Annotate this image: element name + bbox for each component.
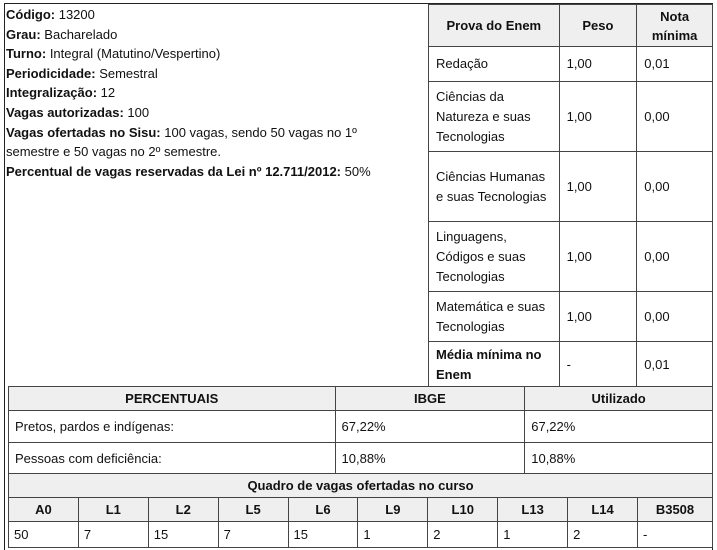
- vagas-autorizadas-line: Vagas autorizadas: 100: [6, 104, 150, 120]
- integralizacao-line: Integralização: 12: [6, 85, 116, 101]
- table-row: Pessoas com deficiência: 10,88% 10,88%: [9, 443, 713, 475]
- quadro-header: L2: [148, 498, 218, 522]
- quadro-header: L14: [568, 498, 638, 522]
- grau-line: Grau: Bacharelado: [6, 26, 118, 42]
- vagas-sisu-line: Vagas ofertadas no Sisu: 100 vagas, sendo 50 vagas no 1º: [6, 124, 357, 140]
- quadro-header: L13: [498, 498, 568, 522]
- table-row: Pretos, pardos e indígenas: 67,22% 67,22%: [9, 411, 713, 443]
- table-row: Ciências da Natureza e suas Tecnologias 1,00 0,00: [429, 82, 713, 152]
- header-ibge: IBGE: [335, 387, 525, 411]
- percentuais-table: [8, 386, 713, 475]
- header-utilizado: Utilizado: [525, 387, 713, 411]
- table-row: Redação 1,00 0,01: [429, 47, 713, 82]
- course-info: [6, 5, 424, 181]
- turno-line: Turno: Integral (Matutino/Vespertino): [6, 46, 221, 62]
- header-nota: Nota mínima: [637, 5, 713, 47]
- table-row: Média mínima no Enem - 0,01: [429, 342, 713, 389]
- header-percentuais: PERCENTUAIS: [9, 387, 336, 411]
- quadro-header: L9: [358, 498, 428, 522]
- quadro-header: A0: [9, 498, 79, 522]
- table-row: Linguagens, Códigos e suas Tecnologias 1,00 0,00: [429, 222, 713, 292]
- quadro-header: B3508: [637, 498, 712, 522]
- quadro-header: L5: [218, 498, 288, 522]
- percentual-line: Percentual de vagas reservadas da Lei nº 12.711/2012: 50%: [6, 163, 371, 179]
- header-peso: Peso: [559, 5, 637, 47]
- quadro-header: L1: [78, 498, 148, 522]
- enem-table: [428, 4, 713, 389]
- table-row: Matemática e suas Tecnologias 1,00 0,00: [429, 292, 713, 342]
- quadro-vagas-table: [8, 473, 713, 548]
- table-row: 50 7 15 7 15 1 2 1 2 -: [9, 522, 713, 548]
- header-prova: Prova do Enem: [429, 5, 560, 47]
- vagas-sisu-line-2: semestre e 50 vagas no 2º semestre.: [6, 144, 222, 160]
- quadro-title: Quadro de vagas ofertadas no curso: [9, 474, 713, 498]
- quadro-header: L10: [428, 498, 498, 522]
- table-row: Ciências Humanas e suas Tecnologias 1,00 0,00: [429, 152, 713, 222]
- periodicidade-line: Periodicidade: Semestral: [6, 65, 158, 81]
- codigo-line: Código: 13200: [6, 7, 95, 22]
- quadro-header: L6: [288, 498, 358, 522]
